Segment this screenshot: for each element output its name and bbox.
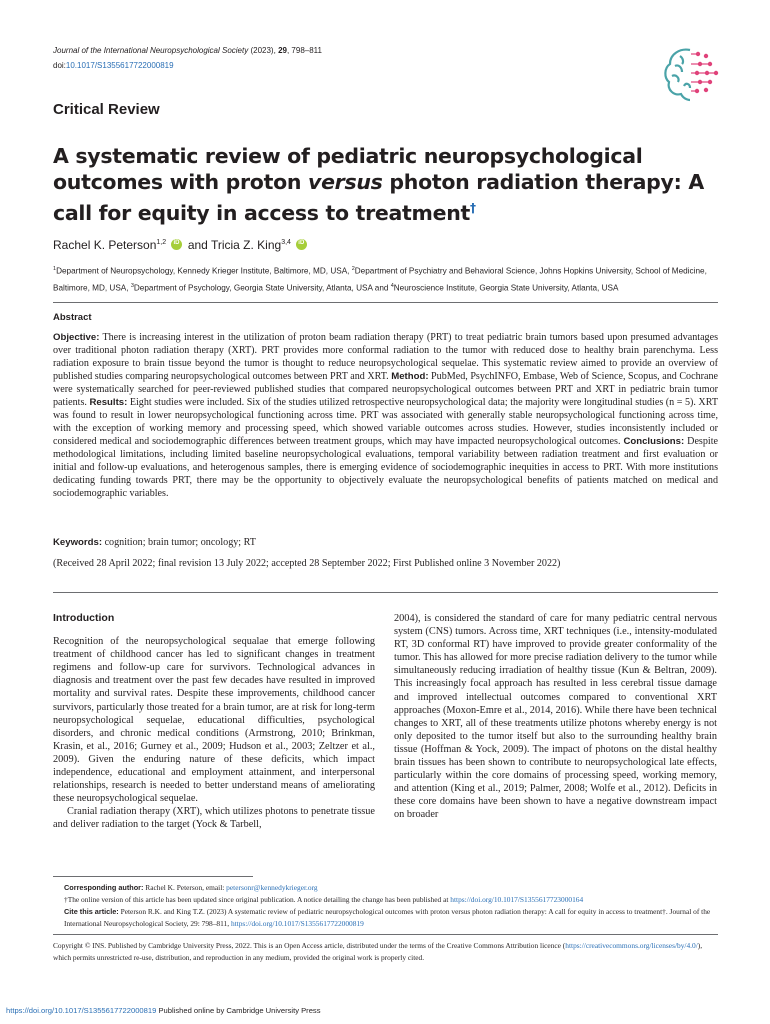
title-part-1: A systematic review of pediatric neuropsychological outcomes with proton bbox=[53, 144, 643, 194]
cite-this-article bbox=[53, 906, 718, 930]
keywords bbox=[53, 537, 256, 548]
results-text: Eight studies were included. Six of the studies utilized retrospective neuropsychological data; the majority were longitudinal studies (n = 5). XRT was found to result in lower neuropsychological functioning across time. PRT was associated with generally stable neuropsychological functioning across time, with the exception of working memory and processing speed, which showed variable outcomes across studies. However, studies inconsistently included or considered medical and sociodemographic differences between treatment groups, which may have impacted neuropsychological outcomes. bbox=[53, 397, 718, 447]
author-2-name[interactable]: Tricia Z. King bbox=[210, 238, 282, 252]
affil-2: Department of Psychiatry and Behavioral Science, Johns Hopkins University, School of Medicine, Baltimore, MD, USA, bbox=[53, 266, 707, 293]
method-label: Method: bbox=[391, 371, 429, 382]
affiliations bbox=[53, 262, 718, 295]
cite-text: Peterson R.K. and King T.Z. (2023) A systematic review of pediatric neuropsychological outcomes with proton versus photon radiation therapy: A call for equity in access to treatment†. Journal of the International Neuropsychological Society, 29: 798–811, bbox=[64, 907, 711, 928]
copyright-text-1: Copyright © INS. Published by Cambridge University Press, 2022. This is an Open Access article, distributed under the terms of the Creative Commons Attribution licence ( bbox=[53, 941, 566, 950]
journal-year: (2023), bbox=[250, 46, 276, 55]
conclusions-text: Despite methodological limitations, including limited baseline neuropsychological evaluations, temporal variability between radiation treatment and first evaluation or initial and follow-up evaluations, and heterogenous samples, there is emerging evidence of sociodemographic inequities in access to PRT. With more institutions dedicating funding towards PRT, there may be the opportunity to objectively evaluate the neuropsychological benefits of patients matched on medical and sociodemographic variables. bbox=[53, 436, 718, 499]
dagger-note: †The online version of this article has been updated since original publication. A notice detailing the change has been published at bbox=[64, 895, 451, 904]
intro-paragraph-1: Recognition of the neuropsychological sequalae that emerge following treatment of childhood cancer has led to significant changes in treatment regimens and follow-up care for survivors. Technological advances in diagnosis and treatment over the past few decades have resulted in improved mortality and survival rates. Despite these improvements, childhood cancer survivors, particularly those treated for a brain tumor, are at risk for long-term neuropsychological sequelae, educational difficulties, psychological disorders, and chronic medical conditions (Armstrong, 2010; Brinkman, Krasin, et al., 2016; Gurney et al., 2009; Hudson et al., 2003; Zeltzer et al., 2009). Given the enduring nature of these deficits, which impact independence, educational and employment attainment, and interpersonal relationships, research is needed to better understand means of ameliorating these neuropsychological sequelae. bbox=[53, 636, 375, 805]
affil-1: Department of Neuropsychology, Kennedy Krieger Institute, Baltimore, MD, USA, bbox=[56, 266, 352, 276]
footer-doi-link[interactable]: https://doi.org/10.1017/S1355617722000819 bbox=[6, 1006, 157, 1015]
journal-pages: , 798–811 bbox=[286, 46, 322, 55]
title-italic-word: versus bbox=[308, 170, 383, 194]
title-part-2: photon radiation therapy: A call for equity in access to treatment bbox=[53, 170, 704, 225]
body-column-left bbox=[53, 612, 375, 832]
introduction-heading: Introduction bbox=[53, 612, 115, 624]
keywords-label: Keywords: bbox=[53, 537, 103, 548]
orcid-icon[interactable] bbox=[171, 239, 182, 250]
author-2-affil: 3,4 bbox=[281, 239, 291, 246]
copyright-text-2: ), which permits unrestricted re-use, distribution, and reproduction in any medium, provided the original work is properly cited. bbox=[53, 941, 703, 962]
affil-2-sup: 2 bbox=[351, 266, 355, 272]
footer-published: Published online by Cambridge University Press bbox=[156, 1006, 321, 1015]
received-dates: (Received 28 April 2022; final revision 13 July 2022; accepted 28 September 2022; First Published online 3 November 2022) bbox=[53, 558, 561, 569]
doi-link[interactable]: 10.1017/S1355617722000819 bbox=[65, 61, 174, 70]
affil-3: Department of Psychology, Georgia State University, Atlanta, USA and bbox=[133, 283, 391, 293]
author-connector: and bbox=[187, 238, 211, 252]
doi-label: doi: bbox=[53, 61, 66, 70]
journal-name: Journal of the International Neuropsychological Society bbox=[53, 46, 249, 55]
doi-line bbox=[53, 61, 174, 70]
journal-citation bbox=[53, 46, 322, 55]
abstract-body bbox=[53, 331, 718, 500]
article-type-label: Critical Review bbox=[53, 101, 160, 118]
divider bbox=[53, 934, 718, 935]
footnote-divider bbox=[53, 876, 253, 877]
copyright-notice bbox=[53, 940, 718, 964]
corr-label: Corresponding author: bbox=[64, 883, 144, 892]
divider bbox=[53, 302, 718, 303]
affil-1-sup: 1 bbox=[53, 266, 57, 272]
keywords-text: cognition; brain tumor; oncology; RT bbox=[102, 537, 256, 548]
author-1-affil: 1,2 bbox=[156, 239, 167, 246]
corresponding-author bbox=[53, 882, 718, 894]
intro-paragraph-2: Cranial radiation therapy (XRT), which utilizes photons to penetrate tissue and deliver radiation to the target (Yock & Tarbell, bbox=[53, 806, 375, 831]
page-footer bbox=[6, 1006, 321, 1015]
objective-text: There is increasing interest in the utilization of proton beam radiation therapy (PRT) to treat pediatric brain tumors based upon presumed advantages over traditional photon radiation therapy (XRT). PRT provides more conformal radiation to the tumor with reduced dose to healthy brain parenchyma. Less radiation exposure to brain tissue beyond the tumor is thought to reduce neuropsychological sequelae. This systematic review aimed to provide an overview of published studies comparing neuropsychological outcomes between PRT and XRT. bbox=[53, 332, 718, 382]
conclusions-label: Conclusions: bbox=[623, 436, 685, 447]
affil-4: Neuroscience Institute, Georgia State University, Atlanta, USA bbox=[393, 283, 619, 293]
method-text: PubMed, PsychINFO, Embase, Web of Science, Scopus, and Cochrane were systematically searched for peer-reviewed published studies that compared neuropsychological outcomes between PRT and XRT in pediatric brain tumor patients. bbox=[53, 371, 718, 408]
cite-label: Cite this article: bbox=[64, 907, 119, 916]
author-1-name[interactable]: Rachel K. Peterson bbox=[53, 238, 157, 252]
corr-email-link[interactable]: petersonr@kennedykrieger.org bbox=[226, 883, 318, 892]
journal-volume: 29 bbox=[278, 46, 287, 55]
affil-3-sup: 3 bbox=[130, 282, 134, 289]
objective-label: Objective: bbox=[53, 332, 100, 343]
license-link[interactable]: https://creativecommons.org/licenses/by/4.0/ bbox=[565, 941, 698, 950]
corr-text: Rachel K. Peterson, email: bbox=[143, 883, 227, 892]
abstract-heading: Abstract bbox=[53, 312, 92, 323]
cite-link[interactable]: https://doi.org/10.1017/S1355617722000819 bbox=[230, 919, 364, 928]
results-label: Results: bbox=[89, 397, 128, 408]
intro-paragraph-3: 2004), is considered the standard of care for many pediatric central nervous system (CNS) tumors. Across time, XRT techniques (i.e., intensity-modulated RT, 3D conformal RT) have improved to provide greater conformality of the tumor. This has allowed for more precise radiation delivery to the tumor while simultaneously reducing irradiation of healthy tissue (Kun & Beltran, 2009). This increasingly focal approach has resulted in less cerebral tissue damage and improved intellectual outcomes compared to conventional XRT approaches (Moxon-Emre et al., 2014, 2016). While there have been technical changes to XRT, all of these treatments utilize photons whereby energy is not only deposited to the tumor itself but also to the surrounding healthy brain tissue (Hoffman & Yock, 2009). The impact of photons on the distal healthy brain tissues has been shown to contribute to neuropsychological late effects, particularly within the core domains of processing speed, working memory, and attention (King et al., 2019; Palmer, 2008; Wolfe et al., 2012). Deficits in these core domains have been shown to have a negative downstream impact on broader bbox=[394, 613, 717, 821]
affil-4-sup: 4 bbox=[390, 282, 394, 289]
dagger-link[interactable]: https://doi.org/10.1017/S1355617723000164 bbox=[450, 895, 584, 904]
article-title bbox=[53, 143, 743, 226]
orcid-icon[interactable] bbox=[296, 239, 307, 250]
footnotes bbox=[53, 882, 718, 930]
author-list bbox=[53, 238, 309, 252]
dagger-footnote bbox=[53, 894, 718, 906]
ins-brain-logo-icon bbox=[660, 44, 720, 106]
title-dagger-link[interactable]: † bbox=[470, 201, 476, 215]
body-column-right bbox=[394, 612, 717, 822]
divider bbox=[53, 592, 718, 593]
